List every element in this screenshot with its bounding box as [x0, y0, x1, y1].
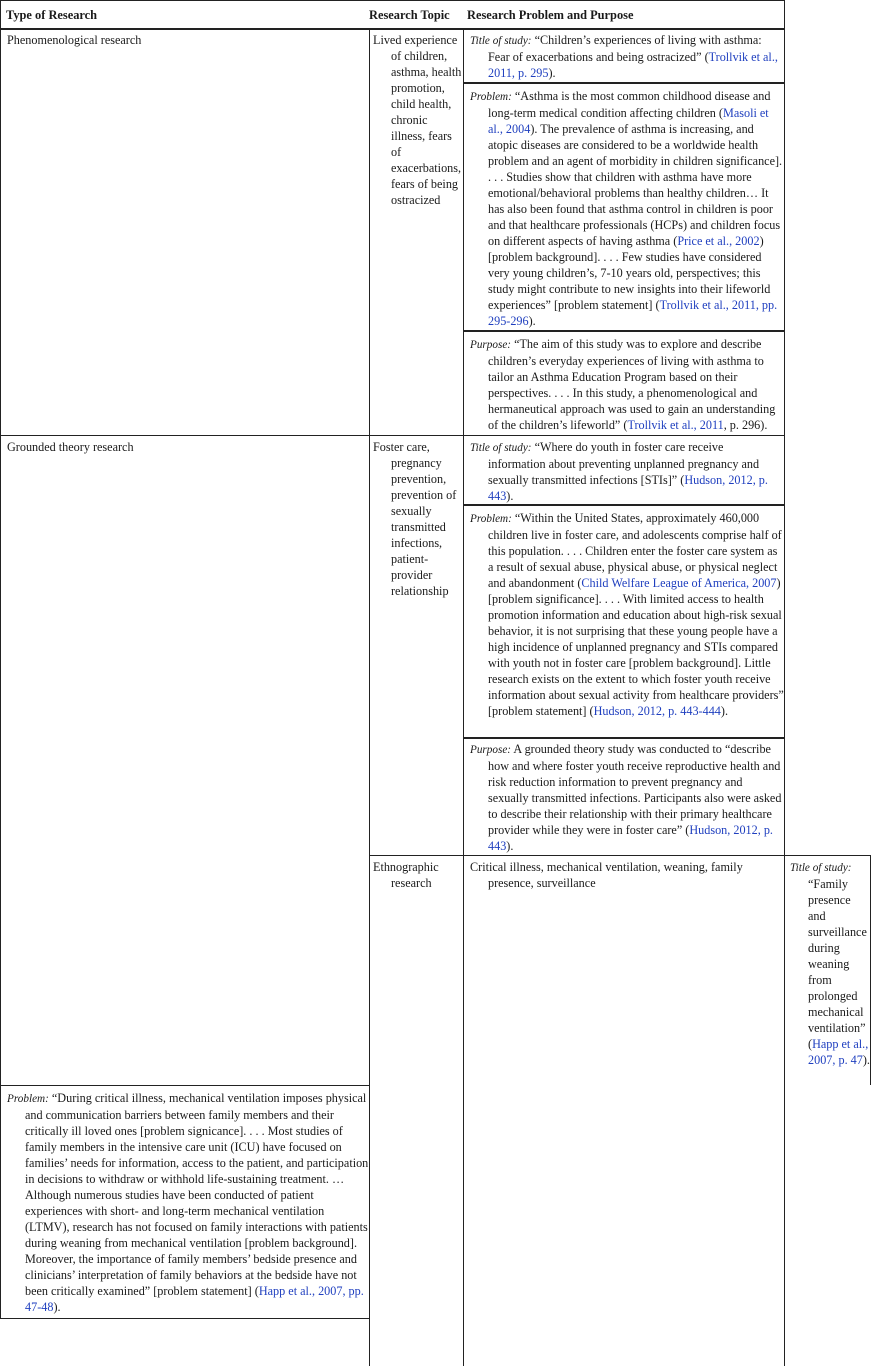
- citation-link[interactable]: Trollvik et al., 2011, p. 295: [488, 50, 778, 80]
- problem-label: Problem:: [470, 513, 512, 525]
- divider-ground-problem: [464, 737, 784, 739]
- row-divider-2: [369, 855, 871, 856]
- ground-title-text: “Where do youth in foster care receive information about preventing unplanned pregnancy and sexually transmitted infections [STIs]” (: [488, 440, 760, 487]
- ground-problem-end: ).: [720, 704, 728, 718]
- phen-problem-text-a: “Asthma is the most common childhood disease and long-term medical condition affecting children (: [488, 89, 771, 120]
- col-rule-4: [870, 855, 871, 1085]
- ground-purpose-text: A grounded theory study was conducted to “describe how and where foster youth receive reproductive health and risk reduction information to prevent pregnancy and sexually transmitted infections. Participants also were asked to describe their relationship with their primary healthcare provider while they were in foster care” (: [488, 742, 782, 837]
- type-phenomenological: Phenomenological research: [7, 33, 142, 47]
- ethno-problem: [7, 1090, 369, 1315]
- citation-link[interactable]: Price et al., 2002: [677, 234, 760, 248]
- phen-problem-end: ).: [528, 314, 536, 328]
- ethno-title-text: “Family presence and surveillance during weaning from prolonged mechanical ventilation” (: [808, 877, 867, 1051]
- ground-problem-text-b: ) [problem significance]. . . . With limited access to health promotion information and education about high-risk sexual behavior, it is not surprising that these young people have a high incidence of unplanned pregnancy and STIs compared with youth not in foster care [problem background]. Little research exists on the extent to which foster youth receive information about sexual activity from healthcare providers” [problem statement] (: [488, 576, 784, 718]
- citation-link[interactable]: Trollvik et al., 2011, pp. 295-296: [488, 298, 778, 328]
- divider-phen-problem: [464, 330, 784, 332]
- citation-link[interactable]: Masoli et al., 2004: [488, 106, 769, 136]
- divider-ethno-left-top: [0, 1085, 370, 1086]
- phen-purpose-text: “The aim of this study was to explore and describe children’s everyday experiences of living with asthma to tailor an Asthma Education Program based on their perspectives. . . . In this study, a phenomenological and hermaneutical approach was used to gain an understanding of the children’s lifeworld” (: [488, 337, 776, 432]
- topic-grounded-theory: Foster care, pregnancy prevention, prevention of sexually transmitted infections, patient-provider relationship: [373, 440, 457, 598]
- header-rule: [0, 28, 784, 30]
- ethno-problem-text: “During critical illness, mechanical ventilation imposes physical and communication barriers between family members and their critically ill loved ones [problem signicance]. . . . Most studies of family members in the intensive care unit (ICU) have focused on families’ needs for information, access to the patient, and participation in decisions to withdraw or withhold life-sustaining treatment. … Although numerous studies have been conducted of patient experiences with short- and long-term mechanical ventilation (LTMV), research has not focused on family interactions with patients during weaning from mechanical ventilation [problem background]. Moreover, the importance of family members’ bedside presence and clinicians’ interpretation of family behaviors at the bedside have not been critically examined” [problem statement] (: [25, 1091, 369, 1298]
- type-grounded-theory: Grounded theory research: [7, 440, 134, 454]
- citation-link[interactable]: Happ et al., 2007, pp. 47-48: [25, 1284, 364, 1314]
- header-research-topic: Research Topic: [369, 8, 450, 22]
- ground-problem-text-a: “Within the United States, approximately 460,000 children live in foster care, and adolescents comprise half of this population. . . . Children enter the foster care system as a result of sexual abuse, physical abuse, or physical neglect and abandonment (: [488, 511, 782, 590]
- purpose-label: Purpose:: [470, 339, 512, 351]
- divider-ground-title: [464, 504, 784, 506]
- col-rule-2: [463, 28, 464, 1366]
- citation-link[interactable]: Hudson, 2012, p. 443-444: [593, 704, 721, 718]
- ground-purpose: [470, 741, 782, 854]
- citation-link[interactable]: Child Welfare League of America, 2007: [581, 576, 777, 590]
- problem-label: Problem:: [470, 91, 512, 103]
- divider-ethno-left-bottom: [0, 1318, 370, 1319]
- divider-phen-title: [464, 82, 784, 84]
- phen-purpose: [470, 336, 783, 433]
- ground-title-of-study: [470, 439, 780, 504]
- phen-problem: [470, 88, 784, 329]
- citation-link[interactable]: Trollvik et al., 2011: [627, 418, 724, 432]
- citation-link[interactable]: Hudson, 2012, p. 443: [488, 823, 773, 853]
- phen-title-text: “Children’s experiences of living with asthma: Fear of exacerbations and being ostracized” (: [488, 33, 762, 64]
- phen-title-end: ).: [548, 66, 556, 80]
- ground-problem: [470, 510, 784, 719]
- citation-link[interactable]: Happ et al., 2007, p. 47: [808, 1037, 869, 1067]
- row-divider-1: [0, 435, 784, 436]
- phen-problem-text-b: ). The prevalence of asthma is increasing, and atopic diseases are considered to be a worldwide health problem and an agent of morbidity in children significance]. . . . Studies show that children with asthma have more emotional/behavioral problems than healthy children… It has also been found that asthma control in children is poor and that healthcare professionals (HCPs) and children focus on different aspects of having asthma (: [488, 122, 783, 248]
- purpose-label: Purpose:: [470, 744, 512, 756]
- col-rule-3: [784, 0, 785, 1366]
- table-top-rule: [0, 0, 784, 1]
- title-label: Title of study:: [470, 35, 532, 47]
- topic-ethnographic: Critical illness, mechanical ventilation, weaning, family presence, surveillance: [470, 860, 743, 890]
- type-ethnographic: Ethnographic research: [373, 860, 439, 890]
- phen-purpose-end: , p. 296).: [723, 418, 768, 432]
- phen-title-of-study: [470, 32, 783, 81]
- ground-purpose-end: ).: [506, 839, 514, 853]
- phen-problem-text-c: ) [problem background]. . . . Few studies have considered very young children’s, 7-10 years old, perspectives; this study might contribute to new insights into their lifeworld experiences” [problem statement] (: [488, 234, 771, 312]
- ethno-problem-end: ).: [53, 1300, 61, 1314]
- problem-label: Problem:: [7, 1093, 49, 1105]
- col-rule-1: [369, 28, 370, 1366]
- header-type-of-research: Type of Research: [6, 8, 98, 22]
- ethno-title-end: ).: [862, 1053, 870, 1067]
- title-label: Title of study:: [790, 862, 852, 874]
- ethno-title-of-study: [790, 859, 870, 1068]
- title-label: Title of study:: [470, 442, 532, 454]
- topic-phenomenological: Lived experience of children, asthma, health promotion, child health, chronic illness, fears of exacerbations, fears of being ostracized: [373, 33, 462, 207]
- ground-title-end: ).: [506, 489, 514, 503]
- citation-link[interactable]: Hudson, 2012, p. 443: [488, 473, 768, 503]
- header-research-problem-purpose: Research Problem and Purpose: [467, 8, 634, 22]
- left-edge-rule: [0, 0, 1, 1319]
